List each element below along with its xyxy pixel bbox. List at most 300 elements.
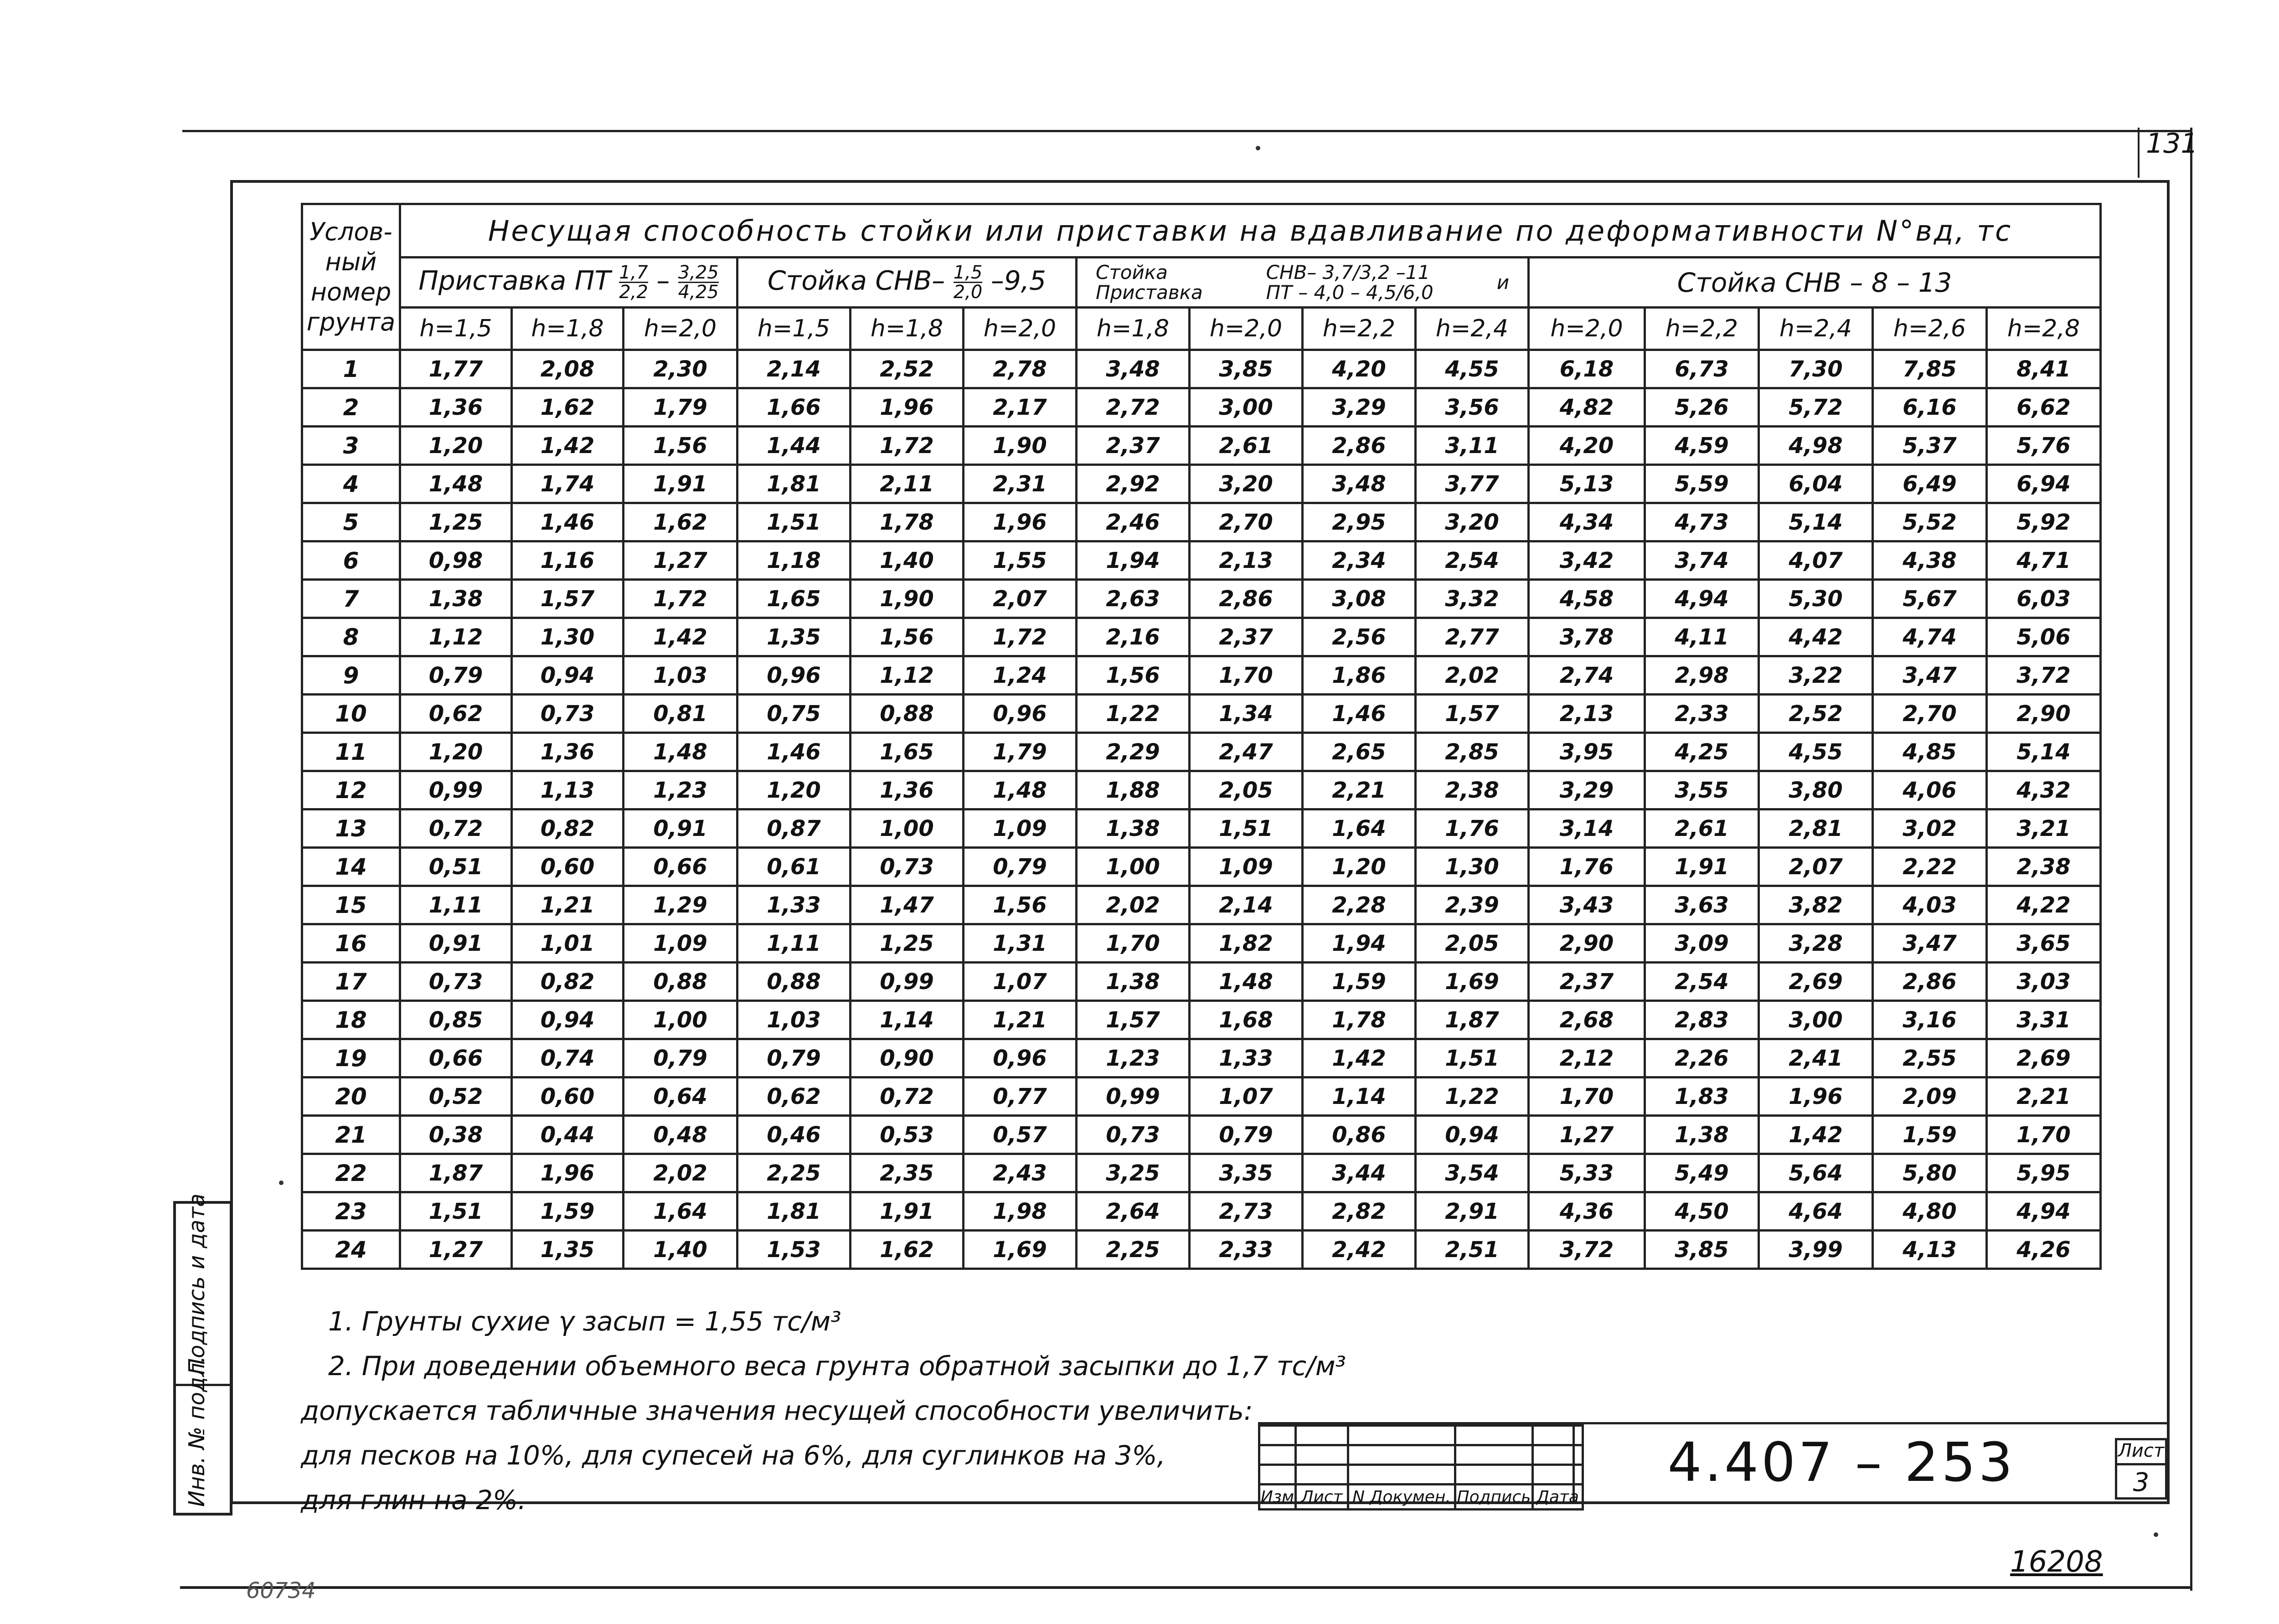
capacity-cell: 7,85 bbox=[1873, 350, 1987, 388]
capacity-cell: 5,49 bbox=[1645, 1154, 1759, 1192]
capacity-cell: 1,81 bbox=[737, 1192, 851, 1231]
height-header-10: h=2,0 bbox=[1529, 308, 1645, 350]
capacity-cell: 1,03 bbox=[624, 656, 737, 695]
capacity-cell: 0,91 bbox=[624, 809, 737, 848]
capacity-cell: 1,96 bbox=[851, 388, 964, 427]
capacity-cell: 1,69 bbox=[1416, 963, 1529, 1001]
capacity-cell: 2,70 bbox=[1873, 695, 1987, 733]
capacity-cell: 2,92 bbox=[1077, 465, 1190, 503]
capacity-cell: 2,90 bbox=[1529, 924, 1645, 963]
capacity-cell: 3,85 bbox=[1190, 350, 1303, 388]
capacity-cell: 3,29 bbox=[1303, 388, 1416, 427]
capacity-cell: 2,09 bbox=[1873, 1078, 1987, 1116]
table-row bbox=[302, 1192, 2101, 1231]
capacity-cell: 1,56 bbox=[851, 618, 964, 656]
capacity-cell: 1,11 bbox=[400, 886, 512, 924]
capacity-cell: 2,14 bbox=[737, 350, 851, 388]
capacity-cell: 3,47 bbox=[1873, 924, 1987, 963]
capacity-cell: 2,69 bbox=[1759, 963, 1873, 1001]
capacity-cell: 1,07 bbox=[964, 963, 1077, 1001]
capacity-cell: 2,07 bbox=[964, 580, 1077, 618]
capacity-cell: 2,69 bbox=[1987, 1039, 2101, 1078]
capacity-cell: 2,37 bbox=[1190, 618, 1303, 656]
capacity-cell: 0,90 bbox=[851, 1039, 964, 1078]
capacity-cell: 1,18 bbox=[737, 541, 851, 580]
capacity-cell: 1,07 bbox=[1190, 1078, 1303, 1116]
capacity-cell: 1,76 bbox=[1529, 848, 1645, 886]
capacity-cell: 4,64 bbox=[1759, 1192, 1873, 1231]
capacity-cell: 1,20 bbox=[400, 427, 512, 465]
capacity-cell: 5,06 bbox=[1987, 618, 2101, 656]
table-row bbox=[302, 388, 2101, 427]
capacity-cell: 4,82 bbox=[1529, 388, 1645, 427]
capacity-cell: 3,74 bbox=[1645, 541, 1759, 580]
group-and-suffix: и bbox=[1496, 271, 1509, 294]
capacity-cell: 1,30 bbox=[1416, 848, 1529, 886]
capacity-cell: 2,52 bbox=[851, 350, 964, 388]
capacity-cell: 3,08 bbox=[1303, 580, 1416, 618]
height-header-9: h=2,4 bbox=[1416, 308, 1529, 350]
capacity-cell: 3,72 bbox=[1987, 656, 2101, 695]
soil-number-cell: 23 bbox=[302, 1192, 400, 1231]
capacity-cell: 1,57 bbox=[1077, 1001, 1190, 1039]
capacity-cell: 5,67 bbox=[1873, 580, 1987, 618]
table-row bbox=[302, 656, 2101, 695]
soil-number-header-text: Услов-ный номер грунта bbox=[306, 217, 396, 336]
page-number-divider bbox=[2138, 128, 2140, 178]
capacity-cell: 4,94 bbox=[1645, 580, 1759, 618]
capacity-cell: 4,11 bbox=[1645, 618, 1759, 656]
title-block-row bbox=[1259, 1426, 1583, 1445]
capacity-cell: 1,79 bbox=[624, 388, 737, 427]
capacity-cell: 1,83 bbox=[1645, 1078, 1759, 1116]
capacity-cell: 3,28 bbox=[1759, 924, 1873, 963]
soil-number-cell: 11 bbox=[302, 733, 400, 771]
capacity-cell: 3,43 bbox=[1529, 886, 1645, 924]
capacity-cell: 1,46 bbox=[512, 503, 624, 541]
capacity-cell: 0,66 bbox=[624, 848, 737, 886]
capacity-cell: 1,56 bbox=[624, 427, 737, 465]
capacity-cell: 0,73 bbox=[1077, 1116, 1190, 1154]
group-snv-label: Стойка СНВ– bbox=[767, 265, 945, 296]
capacity-cell: 4,20 bbox=[1303, 350, 1416, 388]
note-2-line-3: для песков на 10%, для супесей на 6%, для суглинков на 3%, bbox=[301, 1440, 1165, 1471]
capacity-cell: 5,13 bbox=[1529, 465, 1645, 503]
height-header-2: h=2,0 bbox=[624, 308, 737, 350]
capacity-cell: 0,73 bbox=[851, 848, 964, 886]
capacity-cell: 1,40 bbox=[851, 541, 964, 580]
capacity-cell: 1,12 bbox=[400, 618, 512, 656]
capacity-cell: 2,05 bbox=[1190, 771, 1303, 809]
capacity-cell: 1,57 bbox=[1416, 695, 1529, 733]
height-header-13: h=2,6 bbox=[1873, 308, 1987, 350]
table-row bbox=[302, 580, 2101, 618]
capacity-cell: 3,72 bbox=[1529, 1231, 1645, 1269]
group-header-snv-8-13: Стойка СНВ – 8 – 13 bbox=[1529, 258, 2101, 308]
capacity-cell: 5,37 bbox=[1873, 427, 1987, 465]
note-1: 1. Грунты сухие γ засып = 1,55 тс/м³ bbox=[328, 1306, 841, 1337]
capacity-cell: 2,72 bbox=[1077, 388, 1190, 427]
top-border-line bbox=[182, 130, 2192, 132]
capacity-cell: 1,51 bbox=[400, 1192, 512, 1231]
capacity-cell: 1,59 bbox=[512, 1192, 624, 1231]
capacity-cell: 1,20 bbox=[737, 771, 851, 809]
capacity-cell: 2,74 bbox=[1529, 656, 1645, 695]
capacity-cell: 2,21 bbox=[1987, 1078, 2101, 1116]
table-row bbox=[302, 733, 2101, 771]
capacity-cell: 4,06 bbox=[1873, 771, 1987, 809]
capacity-cell: 1,25 bbox=[851, 924, 964, 963]
capacity-cell: 4,36 bbox=[1529, 1192, 1645, 1231]
capacity-cell: 5,76 bbox=[1987, 427, 2101, 465]
table-row bbox=[302, 1039, 2101, 1078]
capacity-cell: 1,00 bbox=[624, 1001, 737, 1039]
capacity-cell: 4,74 bbox=[1873, 618, 1987, 656]
note-2-line-4: для глин на 2%. bbox=[301, 1485, 526, 1516]
capacity-cell: 3,14 bbox=[1529, 809, 1645, 848]
capacity-cell: 1,30 bbox=[512, 618, 624, 656]
capacity-cell: 2,25 bbox=[737, 1154, 851, 1192]
capacity-cell: 2,42 bbox=[1303, 1231, 1416, 1269]
height-header-14: h=2,8 bbox=[1987, 308, 2101, 350]
table-row bbox=[302, 541, 2101, 580]
capacity-cell: 2,54 bbox=[1416, 541, 1529, 580]
note-2-line-2: допускается табличные значения несущей способности увеличить: bbox=[301, 1395, 1253, 1426]
capacity-cell: 2,52 bbox=[1759, 695, 1873, 733]
capacity-cell: 1,23 bbox=[1077, 1039, 1190, 1078]
capacity-cell: 1,87 bbox=[400, 1154, 512, 1192]
capacity-cell: 2,14 bbox=[1190, 886, 1303, 924]
soil-number-cell: 7 bbox=[302, 580, 400, 618]
capacity-cell: 4,59 bbox=[1645, 427, 1759, 465]
capacity-cell: 2,51 bbox=[1416, 1231, 1529, 1269]
group-header-row bbox=[302, 258, 2101, 308]
group-stoika-label: Стойка bbox=[1096, 261, 1168, 284]
capacity-cell: 4,07 bbox=[1759, 541, 1873, 580]
capacity-cell: 2,16 bbox=[1077, 618, 1190, 656]
soil-number-cell: 19 bbox=[302, 1039, 400, 1078]
capacity-cell: 5,64 bbox=[1759, 1154, 1873, 1192]
capacity-cell: 4,42 bbox=[1759, 618, 1873, 656]
capacity-cell: 2,29 bbox=[1077, 733, 1190, 771]
capacity-cell: 3,25 bbox=[1077, 1154, 1190, 1192]
capacity-cell: 2,56 bbox=[1303, 618, 1416, 656]
capacity-cell: 3,47 bbox=[1873, 656, 1987, 695]
capacity-cell: 2,22 bbox=[1873, 848, 1987, 886]
table-row bbox=[302, 350, 2101, 388]
capacity-cell: 1,66 bbox=[737, 388, 851, 427]
table-row bbox=[302, 503, 2101, 541]
capacity-cell: 6,94 bbox=[1987, 465, 2101, 503]
capacity-cell: 0,77 bbox=[964, 1078, 1077, 1116]
capacity-cell: 3,63 bbox=[1645, 886, 1759, 924]
capacity-cell: 2,86 bbox=[1190, 580, 1303, 618]
capacity-cell: 0,79 bbox=[400, 656, 512, 695]
soil-number-cell: 4 bbox=[302, 465, 400, 503]
group-header-snv-11-pt bbox=[1077, 258, 1529, 308]
soil-number-cell: 13 bbox=[302, 809, 400, 848]
capacity-cell: 1,81 bbox=[737, 465, 851, 503]
frac-num: 1,7 bbox=[619, 262, 648, 283]
capacity-cell: 4,38 bbox=[1873, 541, 1987, 580]
capacity-cell: 1,38 bbox=[1645, 1116, 1759, 1154]
height-header-7: h=2,0 bbox=[1190, 308, 1303, 350]
capacity-cell: 1,53 bbox=[737, 1231, 851, 1269]
capacity-cell: 1,23 bbox=[624, 771, 737, 809]
capacity-cell: 2,39 bbox=[1416, 886, 1529, 924]
capacity-cell: 2,81 bbox=[1759, 809, 1873, 848]
table-row bbox=[302, 963, 2101, 1001]
capacity-cell: 5,26 bbox=[1645, 388, 1759, 427]
capacity-cell: 2,55 bbox=[1873, 1039, 1987, 1078]
capacity-cell: 3,03 bbox=[1987, 963, 2101, 1001]
capacity-cell: 1,38 bbox=[1077, 963, 1190, 1001]
capacity-cell: 3,00 bbox=[1190, 388, 1303, 427]
capacity-cell: 1,03 bbox=[737, 1001, 851, 1039]
capacity-cell: 0,48 bbox=[624, 1116, 737, 1154]
capacity-cell: 4,98 bbox=[1759, 427, 1873, 465]
capacity-cell: 1,76 bbox=[1416, 809, 1529, 848]
capacity-cell: 0,52 bbox=[400, 1078, 512, 1116]
capacity-cell: 0,82 bbox=[512, 809, 624, 848]
capacity-cell: 0,99 bbox=[1077, 1078, 1190, 1116]
capacity-cell: 2,61 bbox=[1190, 427, 1303, 465]
height-header-3: h=1,5 bbox=[737, 308, 851, 350]
capacity-cell: 6,73 bbox=[1645, 350, 1759, 388]
capacity-cell: 1,48 bbox=[1190, 963, 1303, 1001]
capacity-cell: 2,38 bbox=[1416, 771, 1529, 809]
capacity-cell: 6,16 bbox=[1873, 388, 1987, 427]
group-pt-dash: – bbox=[656, 265, 670, 296]
capacity-cell: 2,83 bbox=[1645, 1001, 1759, 1039]
capacity-cell: 5,72 bbox=[1759, 388, 1873, 427]
capacity-cell: 2,65 bbox=[1303, 733, 1416, 771]
capacity-cell: 1,46 bbox=[1303, 695, 1416, 733]
capacity-cell: 1,90 bbox=[851, 580, 964, 618]
capacity-cell: 1,59 bbox=[1873, 1116, 1987, 1154]
capacity-cell: 0,91 bbox=[400, 924, 512, 963]
capacity-cell: 2,43 bbox=[964, 1154, 1077, 1192]
capacity-cell: 1,62 bbox=[851, 1231, 964, 1269]
capacity-cell: 1,42 bbox=[624, 618, 737, 656]
capacity-cell: 6,04 bbox=[1759, 465, 1873, 503]
capacity-cell: 1,48 bbox=[964, 771, 1077, 809]
capacity-cell: 2,21 bbox=[1303, 771, 1416, 809]
capacity-cell: 2,86 bbox=[1873, 963, 1987, 1001]
capacity-cell: 1,51 bbox=[1416, 1039, 1529, 1078]
capacity-cell: 1,56 bbox=[1077, 656, 1190, 695]
group-snv11-formula: СНВ– 3,7/3,2 –11 bbox=[1266, 261, 1430, 284]
capacity-cell: 4,34 bbox=[1529, 503, 1645, 541]
capacity-cell: 2,05 bbox=[1416, 924, 1529, 963]
capacity-cell: 1,44 bbox=[737, 427, 851, 465]
group-pt-formula: ПТ – 4,0 – 4,5/6,0 bbox=[1266, 281, 1433, 304]
group-pt-label: Приставка ПТ bbox=[418, 265, 611, 296]
capacity-cell: 5,14 bbox=[1987, 733, 2101, 771]
soil-number-cell: 10 bbox=[302, 695, 400, 733]
height-header-row bbox=[302, 308, 2101, 350]
sheet-box bbox=[2115, 1438, 2167, 1500]
capacity-cell: 2,78 bbox=[964, 350, 1077, 388]
capacity-cell: 2,34 bbox=[1303, 541, 1416, 580]
capacity-cell: 1,91 bbox=[624, 465, 737, 503]
capacity-cell: 1,87 bbox=[1416, 1001, 1529, 1039]
soil-number-cell: 18 bbox=[302, 1001, 400, 1039]
capacity-cell: 1,46 bbox=[737, 733, 851, 771]
document-code: 4.407 – 253 bbox=[1667, 1430, 2016, 1494]
capacity-cell: 1,35 bbox=[512, 1231, 624, 1269]
capacity-cell: 0,94 bbox=[512, 1001, 624, 1039]
capacity-cell: 6,18 bbox=[1529, 350, 1645, 388]
capacity-cell: 2,82 bbox=[1303, 1192, 1416, 1231]
capacity-cell: 1,65 bbox=[737, 580, 851, 618]
tb-label-list: Лист bbox=[1296, 1485, 1348, 1510]
capacity-cell: 1,38 bbox=[400, 580, 512, 618]
scan-speck bbox=[279, 1181, 284, 1185]
frac-den: 2,0 bbox=[953, 282, 983, 303]
capacity-cell: 1,09 bbox=[624, 924, 737, 963]
capacity-cell: 4,25 bbox=[1645, 733, 1759, 771]
capacity-cell: 3,85 bbox=[1645, 1231, 1759, 1269]
capacity-cell: 1,22 bbox=[1416, 1078, 1529, 1116]
table-row bbox=[302, 618, 2101, 656]
height-header-4: h=1,8 bbox=[851, 308, 964, 350]
capacity-cell: 0,53 bbox=[851, 1116, 964, 1154]
title-block-grid bbox=[1258, 1424, 1584, 1511]
table-row bbox=[302, 427, 2101, 465]
table-row bbox=[302, 1078, 2101, 1116]
capacity-cell: 1,12 bbox=[851, 656, 964, 695]
capacity-cell: 2,77 bbox=[1416, 618, 1529, 656]
capacity-cell: 1,57 bbox=[512, 580, 624, 618]
capacity-cell: 1,77 bbox=[400, 350, 512, 388]
capacity-cell: 1,34 bbox=[1190, 695, 1303, 733]
capacity-cell: 1,72 bbox=[624, 580, 737, 618]
soil-number-cell: 1 bbox=[302, 350, 400, 388]
capacity-cell: 2,61 bbox=[1645, 809, 1759, 848]
group-pt-frac1 bbox=[619, 263, 648, 301]
capacity-cell: 1,11 bbox=[737, 924, 851, 963]
capacity-cell: 0,99 bbox=[851, 963, 964, 1001]
capacity-cell: 1,36 bbox=[400, 388, 512, 427]
soil-number-header bbox=[302, 204, 400, 350]
capacity-cell: 1,86 bbox=[1303, 656, 1416, 695]
capacity-cell: 1,70 bbox=[1190, 656, 1303, 695]
capacity-cell: 3,02 bbox=[1873, 809, 1987, 848]
capacity-cell: 4,22 bbox=[1987, 886, 2101, 924]
capacity-cell: 4,55 bbox=[1416, 350, 1529, 388]
capacity-cell: 1,00 bbox=[1077, 848, 1190, 886]
table-title: Несущая способность стойки или приставки на вдавливание по деформативности N°вд, тс bbox=[400, 204, 2101, 258]
capacity-cell: 0,79 bbox=[624, 1039, 737, 1078]
capacity-cell: 4,13 bbox=[1873, 1231, 1987, 1269]
capacity-cell: 0,79 bbox=[737, 1039, 851, 1078]
capacity-cell: 0,73 bbox=[400, 963, 512, 1001]
capacity-cell: 0,62 bbox=[400, 695, 512, 733]
capacity-cell: 1,48 bbox=[624, 733, 737, 771]
sheet-label: Лист bbox=[2117, 1440, 2165, 1465]
capacity-cell: 0,85 bbox=[400, 1001, 512, 1039]
capacity-cell: 0,64 bbox=[624, 1078, 737, 1116]
capacity-cell: 3,55 bbox=[1645, 771, 1759, 809]
capacity-cell: 1,29 bbox=[624, 886, 737, 924]
capacity-cell: 5,80 bbox=[1873, 1154, 1987, 1192]
tb-label-document: N Докумен. bbox=[1348, 1485, 1455, 1510]
capacity-cell: 1,22 bbox=[1077, 695, 1190, 733]
capacity-cell: 2,30 bbox=[624, 350, 737, 388]
capacity-cell: 2,37 bbox=[1077, 427, 1190, 465]
frac-den: 2,2 bbox=[619, 282, 648, 303]
sheet-number: 3 bbox=[2133, 1468, 2150, 1497]
capacity-cell: 0,82 bbox=[512, 963, 624, 1001]
soil-number-cell: 17 bbox=[302, 963, 400, 1001]
height-header-5: h=2,0 bbox=[964, 308, 1077, 350]
capacity-cell: 0,88 bbox=[851, 695, 964, 733]
capacity-cell: 1,56 bbox=[964, 886, 1077, 924]
soil-number-cell: 9 bbox=[302, 656, 400, 695]
capacity-cell: 0,57 bbox=[964, 1116, 1077, 1154]
scan-speck bbox=[2154, 1532, 2158, 1537]
capacity-cell: 1,13 bbox=[512, 771, 624, 809]
capacity-cell: 1,21 bbox=[964, 1001, 1077, 1039]
capacity-cell: 4,50 bbox=[1645, 1192, 1759, 1231]
capacity-cell: 5,30 bbox=[1759, 580, 1873, 618]
soil-number-cell: 12 bbox=[302, 771, 400, 809]
height-header-6: h=1,8 bbox=[1077, 308, 1190, 350]
capacity-cell: 1,74 bbox=[512, 465, 624, 503]
capacity-cell: 1,36 bbox=[512, 733, 624, 771]
capacity-cell: 0,96 bbox=[964, 1039, 1077, 1078]
table-row bbox=[302, 771, 2101, 809]
capacity-cell: 3,78 bbox=[1529, 618, 1645, 656]
capacity-cell: 1,78 bbox=[851, 503, 964, 541]
capacity-cell: 2,41 bbox=[1759, 1039, 1873, 1078]
soil-number-cell: 16 bbox=[302, 924, 400, 963]
capacity-cell: 0,79 bbox=[1190, 1116, 1303, 1154]
capacity-cell: 1,33 bbox=[1190, 1039, 1303, 1078]
capacity-cell: 3,54 bbox=[1416, 1154, 1529, 1192]
capacity-cell: 1,72 bbox=[851, 427, 964, 465]
capacity-cell: 3,65 bbox=[1987, 924, 2101, 963]
capacity-cell: 0,94 bbox=[1416, 1116, 1529, 1154]
capacity-cell: 2,08 bbox=[512, 350, 624, 388]
height-header-11: h=2,2 bbox=[1645, 308, 1759, 350]
frac-num: 3,25 bbox=[678, 262, 719, 283]
table-row bbox=[302, 848, 2101, 886]
title-block-row bbox=[1259, 1445, 1583, 1465]
capacity-cell: 1,01 bbox=[512, 924, 624, 963]
capacity-cell: 1,00 bbox=[851, 809, 964, 848]
capacity-cell: 3,20 bbox=[1190, 465, 1303, 503]
soil-number-cell: 2 bbox=[302, 388, 400, 427]
capacity-cell: 0,75 bbox=[737, 695, 851, 733]
group-header-pt bbox=[400, 258, 737, 308]
capacity-cell: 3,44 bbox=[1303, 1154, 1416, 1192]
capacity-cell: 2,26 bbox=[1645, 1039, 1759, 1078]
frac-den: 4,25 bbox=[678, 282, 719, 303]
capacity-cell: 1,20 bbox=[400, 733, 512, 771]
capacity-cell: 0,88 bbox=[624, 963, 737, 1001]
capacity-cell: 6,62 bbox=[1987, 388, 2101, 427]
height-header-8: h=2,2 bbox=[1303, 308, 1416, 350]
capacity-cell: 3,32 bbox=[1416, 580, 1529, 618]
capacity-cell: 1,47 bbox=[851, 886, 964, 924]
capacity-cell: 1,42 bbox=[1759, 1116, 1873, 1154]
capacity-cell: 2,02 bbox=[1077, 886, 1190, 924]
capacity-cell: 4,80 bbox=[1873, 1192, 1987, 1231]
capacity-cell: 1,20 bbox=[1303, 848, 1416, 886]
capacity-cell: 2,02 bbox=[1416, 656, 1529, 695]
